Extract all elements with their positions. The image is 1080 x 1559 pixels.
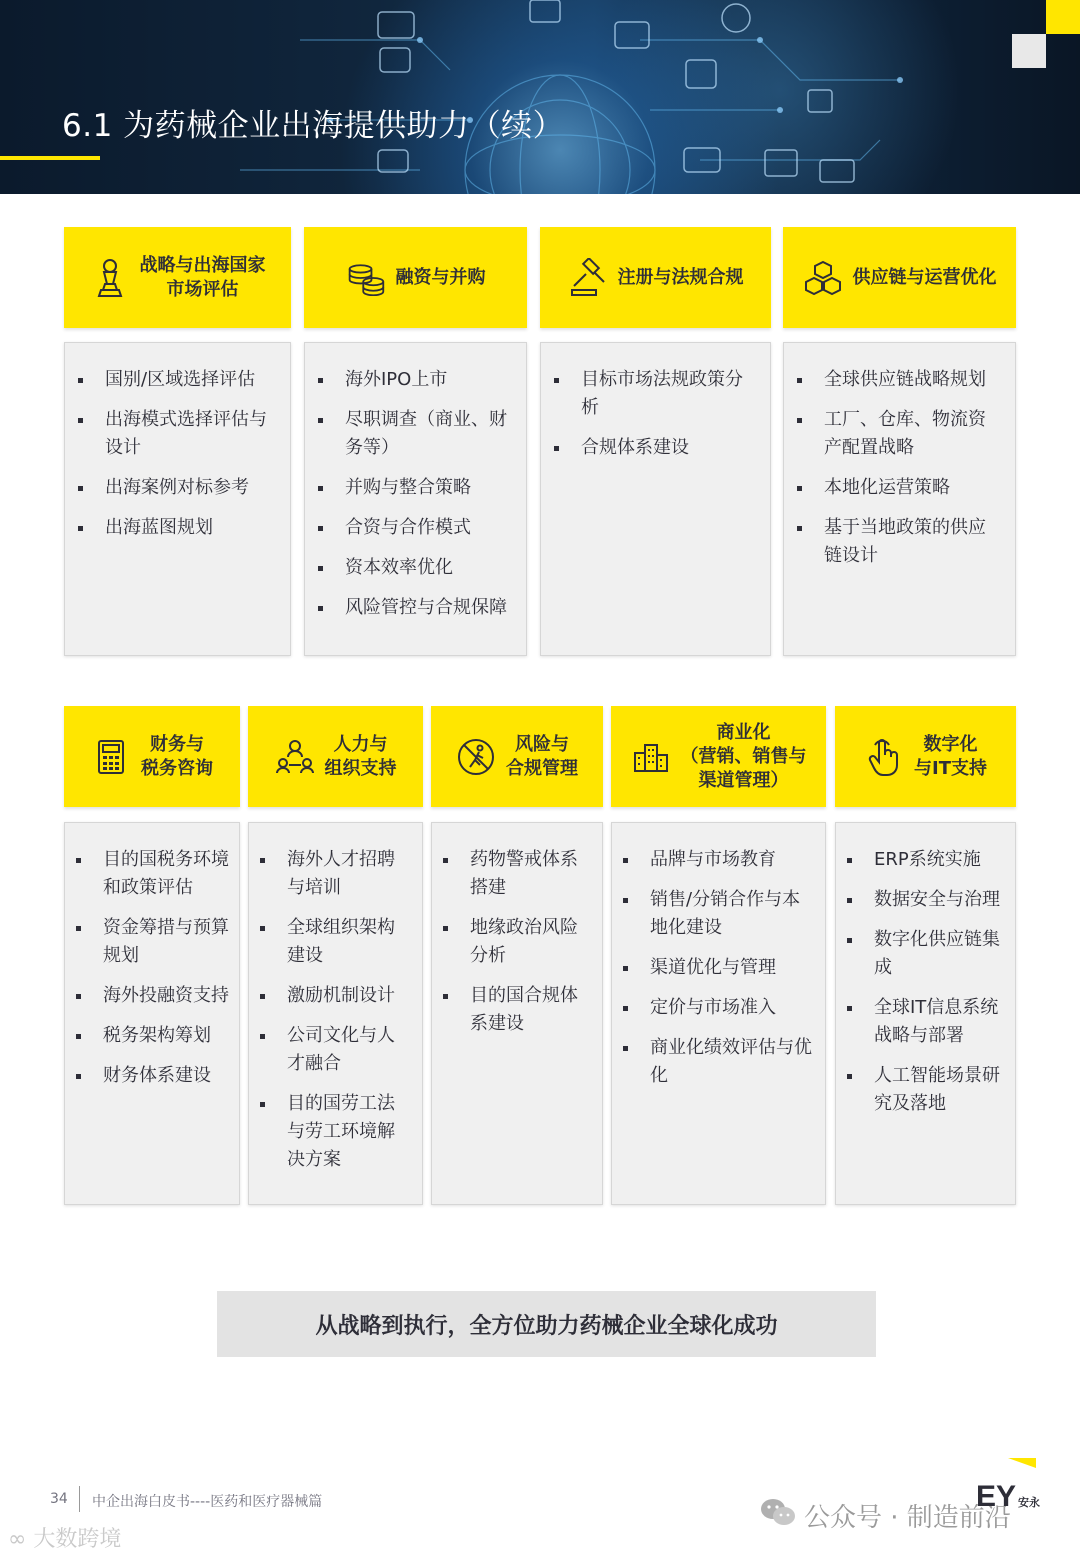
wechat-icon — [760, 1497, 796, 1534]
header-banner — [0, 0, 1080, 194]
service-title-line: 战略与出海国家 — [139, 254, 266, 276]
service-title-line: 融资与并购 — [395, 266, 486, 288]
list-item: 海外IPO上市 — [345, 366, 514, 394]
list-item: 商业化绩效评估与优化 — [650, 1034, 815, 1090]
list-item: 基于当地政策的供应链设计 — [824, 514, 1003, 570]
service-list-strategy — [64, 342, 291, 656]
service-title-line: 财务与 — [150, 733, 204, 755]
watermark-icon: ∞ — [8, 1527, 27, 1552]
list-item: 渠道优化与管理 — [650, 954, 815, 982]
list-item: 人工智能场景研究及落地 — [874, 1062, 1005, 1118]
service-list-financing — [304, 342, 527, 656]
list-item: 海外人才招聘与培训 — [287, 846, 412, 902]
coins-icon — [346, 258, 386, 298]
gavel-icon — [568, 258, 608, 298]
list-item: 财务体系建设 — [103, 1062, 229, 1090]
list-item: 合规体系建设 — [581, 434, 758, 462]
list-item: 药物警戒体系搭建 — [470, 846, 592, 902]
service-title-line: 税务咨询 — [141, 757, 213, 779]
service-header-strategy — [64, 227, 291, 328]
document-title: 中企出海白皮书----医药和医疗器械篇 — [92, 1494, 323, 1510]
service-list-supply-chain — [783, 342, 1016, 656]
list-item: 全球IT信息系统战略与部署 — [874, 994, 1005, 1050]
service-list-regulatory — [540, 342, 771, 656]
list-item: 海外投融资支持 — [103, 982, 229, 1010]
ey-logo — [976, 1458, 1046, 1518]
list-item: 工厂、仓库、物流资产配置战略 — [824, 406, 1003, 462]
list-item: 合资与合作模式 — [345, 514, 514, 542]
list-item: 税务架构筹划 — [103, 1022, 229, 1050]
list-item: 定价与市场准入 — [650, 994, 815, 1022]
list-item: 销售/分销合作与本地化建设 — [650, 886, 815, 942]
list-item: 全球供应链战略规划 — [824, 366, 1003, 394]
chess-pawn-icon — [90, 258, 130, 298]
list-item: 品牌与市场教育 — [650, 846, 815, 874]
corner-accent-grey — [1012, 34, 1046, 68]
service-title-line: 供应链与运营优化 — [852, 266, 997, 288]
service-title-line: 渠道管理） — [698, 769, 789, 791]
page-number: 34 — [50, 1491, 68, 1507]
service-header-risk — [431, 706, 603, 807]
page-title: 6.1 为药械企业出海提供助力（续） — [62, 108, 565, 144]
calculator-icon — [91, 737, 131, 777]
boxes-icon — [803, 258, 843, 298]
no-entry-icon — [456, 737, 496, 777]
list-item: 目的国合规体系建设 — [470, 982, 592, 1038]
service-title-line: 与IT支持 — [914, 757, 987, 779]
service-list-risk — [431, 822, 603, 1205]
service-header-finance-tax — [64, 706, 240, 807]
wechat-account-label — [760, 1497, 1011, 1534]
list-item: 并购与整合策略 — [345, 474, 514, 502]
list-item: 地缘政治风险分析 — [470, 914, 592, 970]
list-item: 激励机制设计 — [287, 982, 412, 1010]
list-item: 全球组织架构建设 — [287, 914, 412, 970]
service-header-commercial — [611, 706, 826, 807]
service-title-line: 人力与 — [333, 733, 388, 755]
service-title-line: 组织支持 — [324, 757, 397, 779]
service-header-digital — [835, 706, 1016, 807]
watermark-text: 大数跨境 — [33, 1527, 122, 1552]
list-item: 资本效率优化 — [345, 554, 514, 582]
wechat-account-name: 公众号 · 制造前沿 — [804, 1503, 1011, 1533]
list-item: 国别/区域选择评估 — [105, 366, 278, 394]
list-item: 出海蓝图规划 — [105, 514, 278, 542]
service-list-commercial — [611, 822, 826, 1205]
touch-hand-icon — [864, 737, 904, 777]
buildings-icon — [631, 737, 671, 777]
watermark — [8, 1522, 121, 1553]
service-header-hr — [248, 706, 423, 807]
people-network-icon — [275, 737, 315, 777]
ey-wordmark: EY — [976, 1480, 1017, 1513]
list-item: 风险管控与合规保障 — [345, 594, 514, 622]
service-title-line: 注册与法规合规 — [617, 266, 744, 288]
service-header-regulatory — [540, 227, 771, 328]
service-title-line: 数字化 — [923, 733, 978, 755]
list-item: 数据安全与治理 — [874, 886, 1005, 914]
tagline-banner: 从战略到执行，全方位助力药械企业全球化成功 — [217, 1291, 876, 1357]
list-item: 目的国劳工法与劳工环境解决方案 — [287, 1090, 412, 1174]
list-item: 本地化运营策略 — [824, 474, 1003, 502]
list-item: 尽职调查（商业、财务等） — [345, 406, 514, 462]
list-item: 数字化供应链集成 — [874, 926, 1005, 982]
service-title-line: 风险与 — [515, 733, 569, 755]
list-item: ERP系统实施 — [874, 846, 1005, 874]
service-title-line: 商业化 — [716, 721, 771, 743]
list-item: 目的国税务环境和政策评估 — [103, 846, 229, 902]
list-item: 资金筹措与预算规划 — [103, 914, 229, 970]
ey-chinese-name: 安永 — [1018, 1496, 1040, 1509]
service-list-hr — [248, 822, 423, 1205]
list-item: 出海模式选择评估与设计 — [105, 406, 278, 462]
service-list-finance-tax — [64, 822, 240, 1205]
list-item: 目标市场法规政策分析 — [581, 366, 758, 422]
list-item: 出海案例对标参考 — [105, 474, 278, 502]
service-header-supply-chain — [783, 227, 1016, 328]
footer-divider — [79, 1486, 80, 1512]
corner-accent-yellow — [1046, 0, 1080, 34]
list-item: 公司文化与人才融合 — [287, 1022, 412, 1078]
ey-yellow-beam — [986, 1458, 1036, 1468]
tech-globe-illustration — [0, 0, 1080, 194]
service-title-line: 合规管理 — [506, 757, 578, 779]
service-title-line: （营销、销售与 — [680, 745, 807, 767]
service-header-financing — [304, 227, 527, 328]
service-list-digital — [835, 822, 1016, 1205]
title-accent-line — [0, 156, 100, 160]
service-title-line: 市场评估 — [166, 278, 239, 300]
